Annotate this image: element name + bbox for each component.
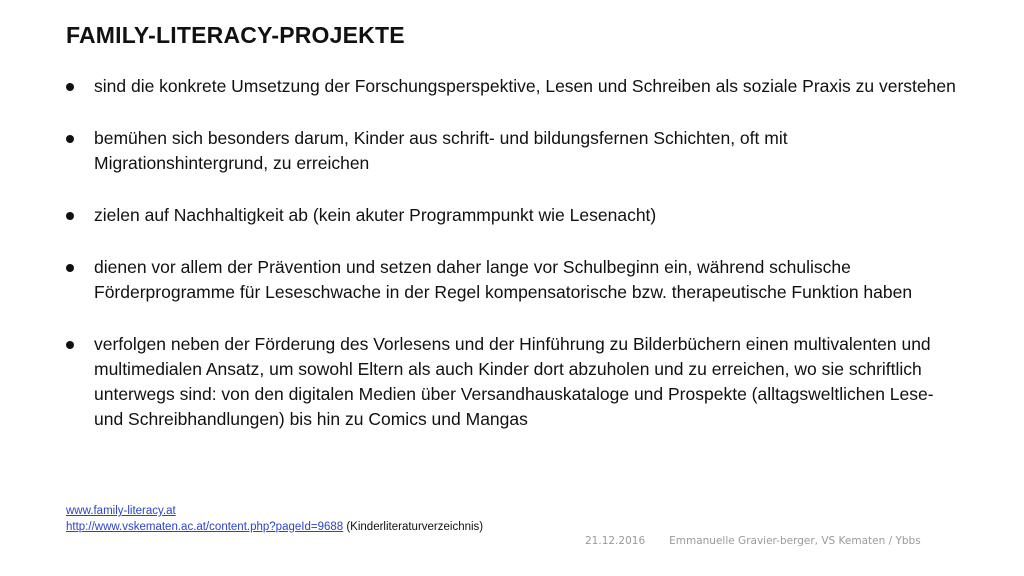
link-note: (Kinderliteraturverzeichnis)	[343, 521, 484, 533]
bullet-text: verfolgen neben der Förderung des Vorlesens und der Hinführung zu Bilderbüchern einen multivalenten und multimedialen Ansatz, um sowohl Eltern als auch Kinder dort abzuholen und zu erreichen, wo sie schriftlich unterwegs sind: von den digitalen Medien über Versandhauskataloge und Prospekte (alltagsweltlichen Lese- und Schreibhandlungen) bis hin zu Comics und Mangas	[94, 334, 934, 429]
bullet-item	[64, 74, 964, 99]
bullet-point-icon	[66, 83, 74, 91]
bullet-item	[64, 126, 964, 176]
bullet-item	[64, 255, 964, 305]
bullet-text: dienen vor allem der Prävention und setzen daher lange vor Schulbeginn ein, während schulische Förderprogramme für Leseschwache in der Regel kompensatorische bzw. therapeutische Funktion haben	[94, 257, 913, 302]
bullet-text: zielen auf Nachhaltigkeit ab (kein akuter Programmpunkt wie Lesenacht)	[94, 205, 657, 225]
vskematen-link[interactable]: http://www.vskematen.ac.at/content.php?pageId=9688	[66, 521, 344, 533]
bullet-item	[64, 203, 964, 228]
footer-author: Emmanuelle Gravier-berger, VS Kematen / Ybbs	[669, 535, 921, 547]
bullet-list	[64, 74, 964, 432]
slide-title: FAMILY-LITERACY-PROJEKTE	[66, 22, 405, 48]
family-literacy-link[interactable]: www.family-literacy.at	[66, 505, 176, 517]
bullet-point-icon	[66, 135, 74, 143]
reference-line-2	[66, 519, 483, 535]
bullet-text: bemühen sich besonders darum, Kinder aus schrift- und bildungsfernen Schichten, oft mit Migrationshintergrund, zu erreichen	[94, 128, 788, 173]
bullet-point-icon	[66, 264, 74, 272]
bullet-point-icon	[66, 341, 74, 349]
footer-date: 21.12.2016	[585, 535, 646, 547]
bullet-item	[64, 332, 964, 432]
bullet-text: sind die konkrete Umsetzung der Forschungsperspektive, Lesen und Schreiben als soziale Praxis zu verstehen	[94, 76, 956, 96]
reference-line-1	[66, 503, 483, 519]
slide-footer	[585, 535, 921, 547]
bullet-point-icon	[66, 212, 74, 220]
reference-links	[66, 503, 483, 535]
